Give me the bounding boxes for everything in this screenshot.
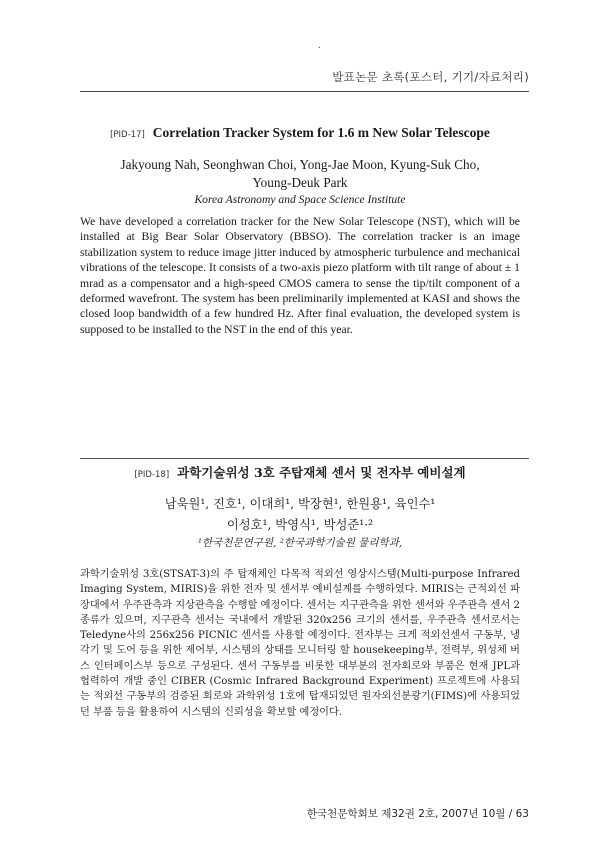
paper-title: Correlation Tracker System for 1.6 m New Solar Telescope bbox=[152, 125, 490, 140]
abstract: We have developed a correlation tracker for the New Solar Telescope (NST), which will be installed at Big Bear Solar Observatory (BBSO). The correlation tracker is an image stabilization system to reduce image jitter induced by atmospheric turbulence and mechanical vibrations of the telescope. It consists of a two-axis piezo platform with tilt range of about ± 1 mrad as a compensator and a high-speed CMOS camera to sense the tip/tilt component of a deformed wavefront. The system has been preliminarily implemented at KASI and shows the closed loop bandwidth of a few hundred Hz. After final evaluation, the developed system is supposed to be installed to the NST in the end of this year. bbox=[80, 215, 520, 336]
paper-id: [PID-17] bbox=[110, 130, 145, 140]
paper-pid18-title bbox=[80, 463, 520, 482]
affiliation: Korea Astronomy and Space Science Institute bbox=[194, 193, 406, 206]
paper-pid18-abstract-block bbox=[80, 567, 520, 720]
affiliation: ¹한국천문연구원, ²한국과학기술원 물리학과, bbox=[197, 537, 403, 549]
page-footer: 한국천문학회보 제32권 2호, 2007년 10월 / 63 bbox=[306, 808, 529, 820]
paper-pid18-authors bbox=[80, 494, 520, 551]
authors-line-2: 이성호¹, 박영식¹, 박성준¹·² bbox=[226, 518, 374, 532]
running-header: 발표논문 초록(포스터, 기기/자료처리) bbox=[332, 70, 529, 84]
abstract: 과학기술위성 3호(STSAT-3)의 주 탑재체인 다목적 적외선 영상시스템(Multi-purpose Infrared Imaging System, MIRIS)을 위한 전자 및 센서부 예비설계를 수행하였다. MIRIS는 근적외선 파장대에서 우주관측과 지상관측을 수행할 예정이다. 센서는 지구관측을 위한 센서와 우주관측 센서 2 종류가 있으며, 지구관측 센서는 국내에서 개발된 320x256 크기의 센서를, 우주관측 센서로서는 Teledyne사의 256x256 PICNIC 센서를 사용할 예정이다. 전자부는 크게 적외선센서 구동부, 냉각기 및 도어 등을 위한 제어부, 시스템의 상태를 모니터링 할 housekeeping부, 전력부, 위성체 버스 인터페이스부 등으로 구성된다. 센서 구동부를 비롯한 대부분의 전자회로와 부품은 현재 JPL과 협력하여 개발 중인 CIBER (Cosmic Infrared Background Experiment) 프로젝트에 사용되는 적외선 구동부의 검증된 회로와 과학위성 1호에 탑재되었던 원자외선분광기(FIMS)에 사용되었던 부품 등을 활용하여 시스템의 신뢰성을 확보할 예정이다. bbox=[80, 569, 520, 718]
paper-pid17-abstract-block bbox=[80, 214, 520, 337]
authors-line-1: 남욱원¹, 진호¹, 이대희¹, 박장현¹, 한원용¹, 육인수¹ bbox=[164, 497, 436, 511]
paper-id: [PID-18] bbox=[134, 470, 170, 480]
section-divider bbox=[80, 458, 529, 459]
paper-pid17-authors bbox=[80, 156, 520, 208]
authors-line-1: Jakyoung Nah, Seonghwan Choi, Yong-Jae Moon, Kyung-Suk Cho, bbox=[120, 157, 480, 172]
paper-title: 과학기술위성 3호 주탑재체 센서 및 전자부 예비설계 bbox=[177, 465, 466, 480]
scan-dot: . bbox=[318, 40, 321, 51]
paper-pid17-title bbox=[80, 124, 520, 142]
authors-line-2: Young-Deuk Park bbox=[252, 175, 348, 190]
header-rule bbox=[80, 91, 529, 92]
